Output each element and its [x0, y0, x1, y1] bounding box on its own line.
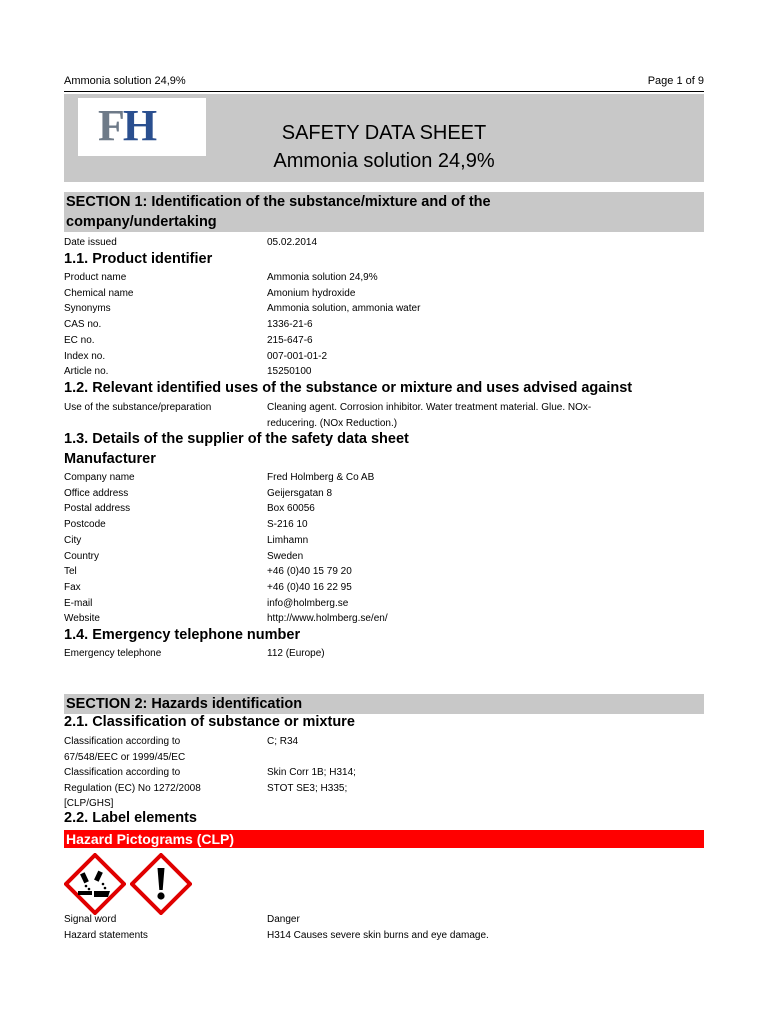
subsection-2-2: 2.2. Label elements [64, 810, 197, 826]
supplier-field-label: Company name [64, 472, 135, 483]
supplier-field-value: Geijersgatan 8 [267, 487, 333, 499]
supplier-field-value: Limhamn [267, 534, 309, 546]
supplier-field-label: Country [64, 550, 100, 562]
product-field-label: CAS no. [64, 319, 102, 331]
document-subtitle: Ammonia solution 24,9% [273, 150, 495, 172]
product-field-value: 215-647-6 [267, 334, 313, 346]
product-field-label: Chemical name [64, 287, 134, 299]
header-page-number: Page 1 of 9 [647, 75, 704, 87]
product-field-label: Index no. [64, 350, 106, 362]
supplier-field-value: +46 (0)40 16 22 95 [267, 581, 352, 593]
supplier-field-label: Tel [64, 566, 77, 578]
subsection-1-2: 1.2. Relevant identified uses of the substance or mixture and uses advised against [64, 380, 633, 396]
corrosive-pictogram-icon [64, 853, 126, 915]
product-field-label: Synonyms [64, 303, 111, 315]
section2-heading: SECTION 2: Hazards identification [64, 694, 704, 714]
supplier-field-label: City [64, 534, 82, 546]
page-header [64, 74, 704, 92]
product-field-value: 1336-21-6 [267, 319, 313, 331]
supplier-field-label: Office address [64, 487, 129, 499]
product-field-label: Product name [64, 272, 127, 283]
supplier-field-label: E-mail [64, 597, 93, 609]
supplier-field-value: +46 (0)40 15 79 20 [267, 566, 352, 578]
manufacturer-heading: Manufacturer [64, 451, 156, 467]
section1-heading: SECTION 1: Identification of the substance/mixture and of the company/undertaking [64, 192, 704, 232]
supplier-field-value: info@holmberg.se [267, 597, 349, 609]
supplier-field-value: http://www.holmberg.se/en/ [267, 613, 388, 625]
product-field-value: 007-001-01-2 [267, 350, 328, 362]
supplier-field-label: Postcode [64, 519, 106, 531]
product-field-value: Ammonia solution, ammonia water [267, 303, 421, 315]
hazard-pictograms-heading: Hazard Pictograms (CLP) [64, 830, 704, 848]
supplier-field-label: Fax [64, 581, 81, 593]
header-doc-name: Ammonia solution 24,9% [64, 75, 186, 87]
supplier-field-value: Box 60056 [267, 503, 315, 515]
product-field-label: EC no. [64, 334, 95, 346]
supplier-field-label: Postal address [64, 503, 131, 515]
subsection-1-4: 1.4. Emergency telephone number [64, 627, 301, 643]
company-logo: FH [78, 98, 206, 156]
supplier-field-value: S-216 10 [267, 519, 308, 531]
product-field-value: 15250100 [267, 366, 312, 378]
supplier-field-value: Fred Holmberg & Co AB [267, 472, 375, 483]
product-field-label: Article no. [64, 366, 109, 378]
subsection-2-1: 2.1. Classification of substance or mixture [64, 714, 355, 730]
product-field-value: Ammonia solution 24,9% [267, 272, 378, 283]
exclamation-mark-pictogram-icon [130, 853, 192, 915]
supplier-field-label: Website [64, 613, 100, 625]
supplier-field-value: Sweden [267, 550, 304, 562]
title-banner [64, 94, 704, 182]
subsection-1-1: 1.1. Product identifier [64, 251, 213, 267]
document-title: SAFETY DATA SHEET [281, 122, 487, 144]
product-field-value: Amonium hydroxide [267, 287, 356, 299]
subsection-1-3: 1.3. Details of the supplier of the safety data sheet [64, 431, 409, 447]
